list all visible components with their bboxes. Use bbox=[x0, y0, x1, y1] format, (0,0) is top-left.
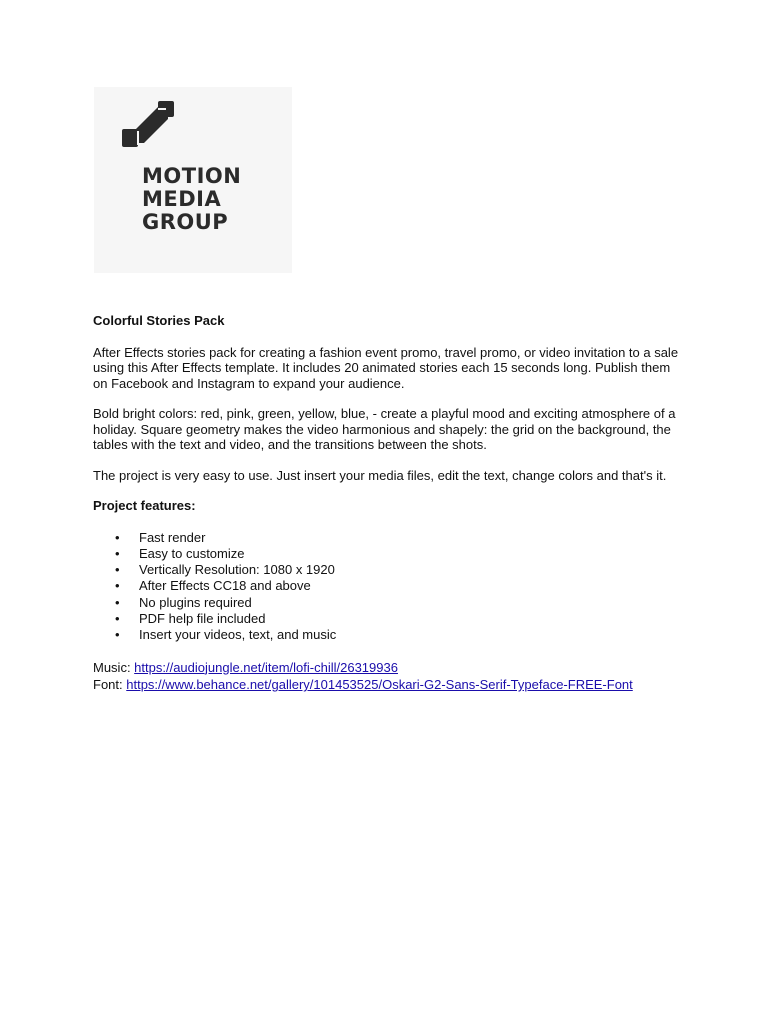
feature-text: After Effects CC18 and above bbox=[139, 578, 311, 594]
bullet-icon: • bbox=[115, 562, 120, 578]
list-item bbox=[93, 578, 683, 594]
feature-text: Easy to customize bbox=[139, 545, 245, 561]
music-link[interactable]: https://audiojungle.net/item/lofi-chill/26319936 bbox=[134, 659, 398, 675]
paragraph-intro: After Effects stories pack for creating a fashion event promo, travel promo, or video invitation to a sale using this After Effects template. It includes 20 animated stories each 15 seconds long. Publish them on Facebook and Instagram to expand your audience. bbox=[93, 344, 679, 391]
logo-line-1: MOTION bbox=[142, 164, 242, 188]
logo-line-3: GROUP bbox=[142, 210, 229, 234]
music-label: Music: bbox=[93, 659, 135, 675]
bullet-icon: • bbox=[115, 610, 120, 626]
bullet-icon: • bbox=[115, 627, 120, 643]
list-item bbox=[93, 611, 683, 627]
font-link[interactable]: https://www.behance.net/gallery/101453525/Oskari-G2-Sans-Serif-Typeface-FREE-Font bbox=[126, 677, 633, 693]
bullet-icon: • bbox=[115, 545, 120, 561]
bullet-icon: • bbox=[115, 594, 120, 610]
bullet-icon: • bbox=[115, 529, 120, 545]
feature-text: Vertically Resolution: 1080 x 1920 bbox=[139, 562, 335, 578]
list-item bbox=[93, 627, 683, 643]
logo-line-2: MEDIA bbox=[142, 187, 222, 211]
list-item bbox=[93, 595, 683, 611]
logo-wordmark bbox=[142, 165, 241, 234]
feature-text: PDF help file included bbox=[139, 610, 266, 626]
list-item bbox=[93, 562, 683, 578]
feature-text: Fast render bbox=[139, 529, 206, 545]
music-credit bbox=[93, 659, 683, 677]
list-item bbox=[93, 530, 683, 546]
bullet-icon: • bbox=[115, 578, 120, 594]
paragraph-colors: Bold bright colors: red, pink, green, yellow, blue, - create a playful mood and exciting atmosphere of a holiday. Square geometry makes the video harmonious and shapely: the grid on the background, the tables with the text and video, and the transitions between the shots. bbox=[93, 406, 676, 452]
features-heading: Project features: bbox=[93, 498, 196, 513]
font-label: Font: bbox=[93, 677, 127, 693]
list-item bbox=[93, 546, 683, 562]
feature-text: No plugins required bbox=[139, 594, 252, 610]
motion-media-group-logo bbox=[94, 87, 292, 273]
document-title: Colorful Stories Pack bbox=[93, 313, 225, 328]
feature-text: Insert your videos, text, and music bbox=[139, 627, 337, 643]
font-credit bbox=[93, 676, 683, 694]
features-list bbox=[93, 530, 683, 644]
document-body bbox=[93, 313, 683, 694]
paragraph-usage: The project is very easy to use. Just insert your media files, edit the text, change colors and that's it. bbox=[93, 467, 667, 483]
logo-mark-icon bbox=[120, 99, 180, 153]
